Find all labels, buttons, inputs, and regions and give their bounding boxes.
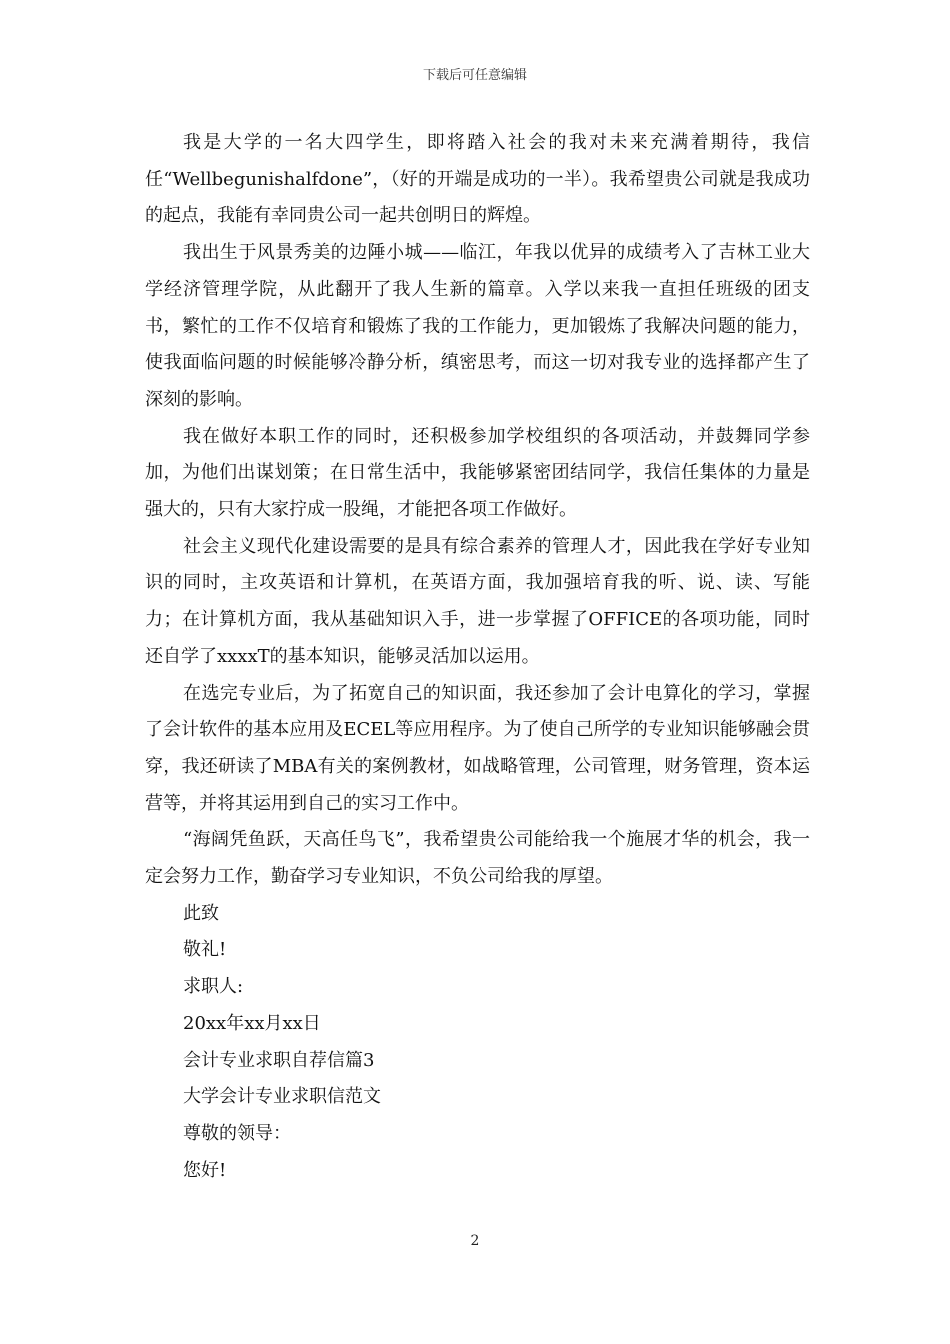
paragraph-closing: “海阔凭鱼跃，天高任鸟飞”，我希望贵公司能给我一个施展才华的机会，我一定会努力工作，勤奋学习专业知识，不负公司给我的厚望。 bbox=[145, 829, 810, 888]
hello-line: 您好! bbox=[183, 1159, 227, 1181]
page-number: 2 bbox=[470, 1233, 480, 1249]
applicant-line: 求职人: bbox=[183, 976, 244, 998]
regards-line: 敬礼! bbox=[183, 939, 227, 961]
page-header: 下载后可任意编辑 bbox=[422, 68, 527, 83]
greeting-line: 尊敬的领导： bbox=[183, 1122, 291, 1144]
salutation-line: 此致 bbox=[183, 902, 219, 924]
letter-title: 大学会计专业求职信范文 bbox=[183, 1086, 381, 1108]
paragraph-activities: 我在做好本职工作的同时，还积极参加学校组织的各项活动，并鼓舞同学参加，为他们出谋划策；在日常生活中，我能够紧密团结同学，我信任集体的力量是强大的，只有大家拧成一股绳，才能把各项工作做好。 bbox=[145, 425, 810, 521]
date-line: 20xx年xx月xx日 bbox=[183, 1012, 321, 1034]
document-body bbox=[145, 125, 810, 1189]
section-title: 会计专业求职自荐信篇3 bbox=[183, 1049, 375, 1071]
paragraph-intro: 我是大学的一名大四学生，即将踏入社会的我对未来充满着期待，我信任“Wellbegunishalfdone”，（好的开端是成功的一半）。我希望贵公司就是我成功的起点，我能有幸同贵公司一起共创明日的辉煌。 bbox=[145, 132, 810, 227]
paragraph-skills: 社会主义现代化建设需要的是具有综合素养的管理人才，因此我在学好专业知识的同时，主攻英语和计算机，在英语方面，我加强培育我的听、说、读、写能力；在计算机方面，我从基础知识入手，进一步掌握了OFFICE的各项功能，同时还自学了xxxxT的基本知识，能够灵活加以运用。 bbox=[145, 535, 810, 667]
paragraph-background: 我出生于风景秀美的边陲小城——临江，年我以优异的成绩考入了吉林工业大学经济管理学院，从此翻开了我人生新的篇章。入学以来我一直担任班级的团支书，繁忙的工作不仅培育和锻炼了我的工作能力，更加锻炼了我解决问题的能力，使我面临问题的时候能够冷静分析，缜密思考，而这一切对我专业的选择都产生了深刻的影响。 bbox=[145, 242, 810, 410]
paragraph-major-study: 在选完专业后，为了拓宽自己的知识面，我还参加了会计电算化的学习，掌握了会计软件的基本应用及ECEL等应用程序。为了使自己所学的专业知识能够融会贯穿，我还研读了MBA有关的案例教材，如战略管理，公司管理，财务管理，资本运营等，并将其运用到自己的实习工作中。 bbox=[145, 682, 810, 814]
